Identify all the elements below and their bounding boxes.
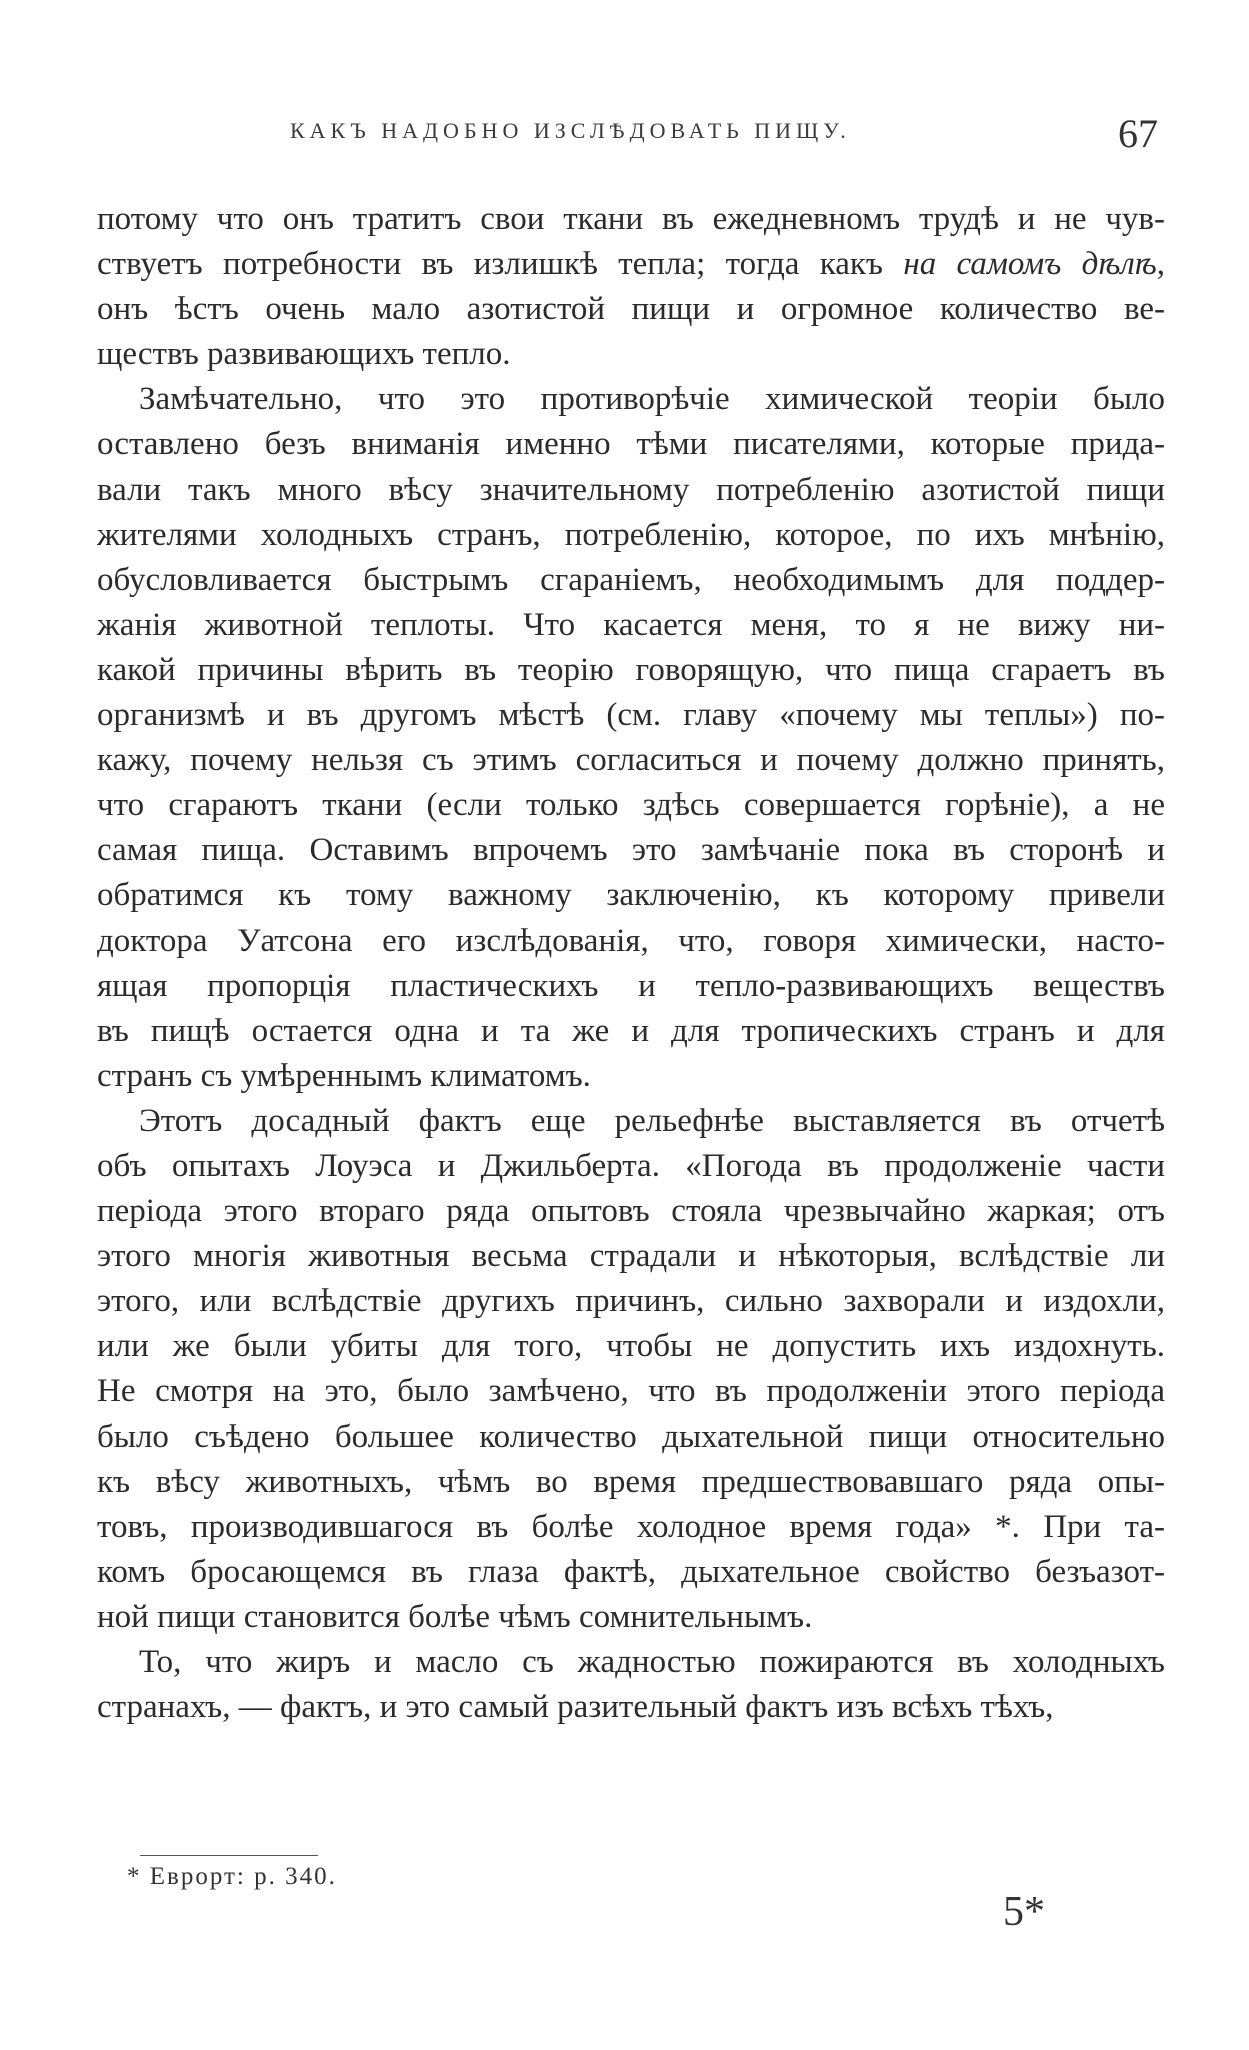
text-line: обратимся къ тому важному заключенію, къ которому привели [97,877,1165,914]
text-line: ной пищи становится болѣе чѣмъ сомнительнымъ. [97,1598,813,1635]
text-line: онъ ѣстъ очень мало азотистой пищи и огромное количество ве- [97,291,1165,328]
text-line: періода этого втораго ряда опытовъ стояла чрезвычайно жаркая; отъ [97,1193,1165,1230]
page-number: 67 [1118,111,1158,156]
text-line: доктора Уатсона его изслѣдованія, что, говоря химически, насто- [97,922,1165,959]
text-line: потому что онъ тратитъ свои ткани въ ежедневномъ трудѣ и не чув- [97,201,1165,237]
text-line: какой причины вѣрить въ теорію говорящую, что пища сгараетъ въ [97,651,1165,688]
text-line: жителями холодныхъ странъ, потребленію, которое, по ихъ мнѣнію, [97,516,1165,553]
text-line: ящая пропорція пластическихъ и тепло-развивающихъ веществъ [97,967,1165,1004]
footnote-rule [140,1855,318,1856]
text-line: организмѣ и въ другомъ мѣстѣ (см. главу «почему мы теплы») по- [97,697,1165,734]
text-line: оставлено безъ вниманія именно тѣми писателями, которые прида- [97,426,1165,463]
text-line: было съѣдено большее количество дыхательной пищи относительно [97,1418,1165,1455]
text-line: комъ бросающемся въ глаза фактѣ, дыхательное свойство безъазот- [97,1553,1165,1590]
text-line: вали такъ много вѣсу значительному потребленію азотистой пищи [97,471,1165,508]
text-line: ствуетъ потребности въ излишкѣ тепла; тогда какъ на самомъ дѣлѣ, [97,246,1165,283]
text-line: жанія животной теплоты. Что касается меня, то я не вижу ни- [97,606,1165,643]
text-line: этого, или вслѣдствіе другихъ причинъ, сильно захворали и издохли, [97,1283,1165,1320]
text-line: къ вѣсу животныхъ, чѣмъ во время предшествовавшаго ряда опы- [97,1463,1165,1500]
text-line: странъ съ умѣреннымъ климатомъ. [97,1057,591,1094]
text-line: странахъ, — фактъ, и это самый разительный фактъ изъ всѣхъ тѣхъ, [97,1689,1054,1726]
text-line: Не смотря на это, было замѣчено, что въ продолженіи этого періода [97,1373,1165,1410]
text-line: этого многія животныя весьма страдали и нѣкоторыя, вслѣдствіе ли [97,1238,1165,1275]
text-line: что сгараютъ ткани (если только здѣсь совершается горѣніе), а не [97,787,1165,824]
text-line: товъ, производившагося въ болѣе холодное время года» *. При та- [97,1508,1165,1545]
text-line: въ пищѣ остается одна и та же и для тропическихъ странъ и для [97,1012,1165,1049]
signature-mark: 5* [1003,1889,1045,1935]
running-title: КАКЪ НАДОБНО ИЗСЛѢДОВАТЬ ПИЩУ. [290,118,851,143]
text-line: Этотъ досадный фактъ еще рельефнѣе выставляется въ отчетѣ [139,1102,1165,1139]
text-line: самая пища. Оставимъ впрочемъ это замѣчаніе пока въ сторонѣ и [97,832,1165,869]
emphasis: на самомъ дѣлѣ [903,246,1157,283]
body-text [97,197,1165,1730]
text-line: Замѣчательно, что это противорѣчіе химической теоріи было [139,381,1165,418]
footnote: * Еврорт: р. 340. [127,1863,337,1890]
text-line: обусловливается быстрымъ сгараніемъ, необходимымъ для поддер- [97,561,1165,598]
text-line: То, что жиръ и масло съ жадностью пожираются въ холодныхъ [139,1644,1165,1680]
text-line: ществъ развивающихъ тепло. [97,336,511,373]
text-line: или же были убиты для того, чтобы не допустить ихъ издохнуть. [97,1328,1165,1365]
text-line: объ опытахъ Лоуэса и Джильберта. «Погода въ продолженіе части [97,1147,1165,1184]
text-line: кажу, почему нельзя съ этимъ согласиться и почему должно принять, [97,742,1165,779]
